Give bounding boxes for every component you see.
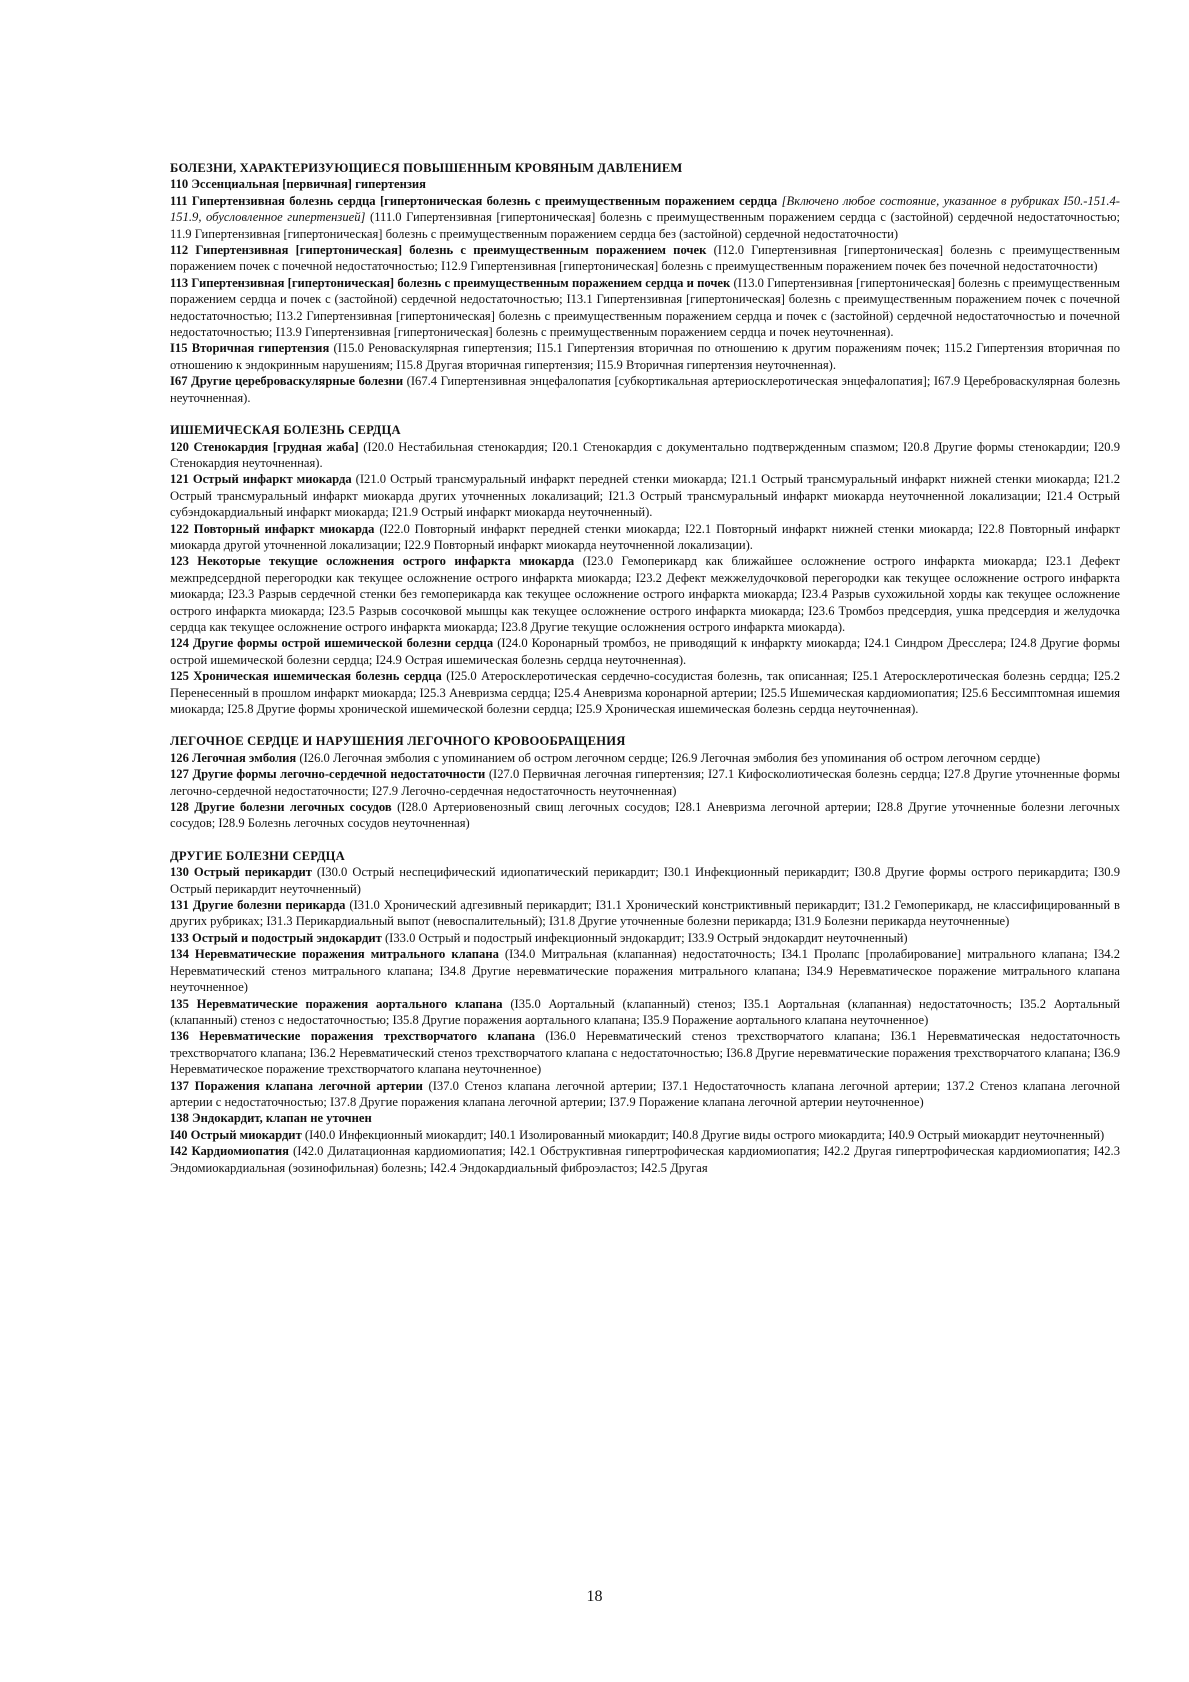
entry-lead: I42 Кардиомиопатия: [170, 1144, 289, 1159]
entry-lead: 112 Гипертензивная [гипертоническая] болезнь с преимущественным поражением почек: [170, 243, 707, 258]
entry-text: (I15.0 Реноваскулярная гипертензия; I15.1 Гипертензия вторичная по отношению к другим поражениям почек; 115.2 Гипертензия вторичная по отношению к эндокринным нарушениям; I15.8 Другая вторичная гипертензия; I15.9 Вторичная гипертензия неуточненная).: [170, 341, 1121, 372]
entry-120: [170, 439, 1120, 472]
entry-lead: 122 Повторный инфаркт миокарда: [170, 521, 375, 536]
entry-i15: [170, 340, 1120, 373]
entry-123: [170, 553, 1120, 635]
entry-lead: 127 Другие формы легочно-сердечной недостаточности: [170, 767, 486, 782]
entry-text: (I27.0 Первичная легочная гипертензия; I27.1 Кифосколиотическая болезнь сердца; I27.8 Другие уточненные формы легочно-сердечной недостаточности; I27.9 Легочно-сердечная недостаточность неуточненная): [170, 767, 1121, 798]
entry-128: [170, 799, 1120, 832]
entry-lead: I67 Другие цереброваскулярные болезни: [170, 374, 404, 389]
entry-text: (I31.0 Хронический адгезивный перикардит; I31.1 Хронический констриктивный перикардит; I31.2 Гемоперикард, не классифицированный в других рубриках; I31.3 Перикардиальный выпот (невоспалительный); I31.8 Другие уточненные болезни перикарда; I31.9 Болезни перикарда неуточненные): [170, 898, 1120, 929]
entry-text: (I36.0 Неревматический стеноз трехстворчатого клапана; I36.1 Неревматическая недостаточность трехстворчатого клапана; I36.2 Неревматический стеноз трехстворчатого клапана с недостаточностью; I36.8 Другие неревматические поражения трехстворчатого клапана; I36.9 Неревматическое поражение трехстворчатого клапана неуточненное): [170, 1029, 1120, 1077]
section-pulmonary: [170, 733, 1120, 831]
entry-125: [170, 668, 1120, 717]
entry-121: [170, 471, 1120, 520]
entry-lead: I15 Вторичная гипертензия: [170, 341, 330, 356]
entry-138: [170, 1110, 1120, 1126]
entry-text: (I21.0 Острый трансмуральный инфаркт передней стенки миокарда; I21.1 Острый трансмуральный инфаркт нижней стенки миокарда; I21.2 Острый трансмуральный инфаркт миокарда других уточненных локализаций; I21.3 Острый трансмуральный инфаркт миокарда неуточненной локализации; I21.4 Острый субэндокардиальный инфаркт миокарда; I21.9 Острый инфаркт миокарда неуточненный).: [170, 472, 1120, 520]
entry-136: [170, 1028, 1120, 1077]
entry-lead: 131 Другие болезни перикарда: [170, 898, 346, 913]
entry-lead: 120 Стенокардия [грудная жаба]: [170, 439, 359, 454]
entry-lead: 128 Другие болезни легочных сосудов: [170, 800, 392, 815]
entry-127: [170, 766, 1120, 799]
entry-text: (I26.0 Легочная эмболия с упоминанием об остром легочном сердце; I26.9 Легочная эмболия без упоминания об остром легочном сердце): [296, 750, 1041, 765]
entry-111: [170, 193, 1120, 242]
entry-lead: 126 Легочная эмболия: [170, 750, 297, 765]
entry-131: [170, 897, 1120, 930]
entry-lead: 136 Неревматические поражения трехстворчатого клапана: [170, 1029, 536, 1044]
entry-i67: [170, 373, 1120, 406]
entry-lead: 110 Эссенциальная [первичная] гипертензия: [170, 177, 426, 192]
entry-lead: 130 Острый перикардит: [170, 865, 312, 880]
entry-text: (I30.0 Острый неспецифический идиопатический перикардит; I30.1 Инфекционный перикардит; I30.8 Другие формы острого перикардита; I30.9 Острый перикардит неуточненный): [170, 865, 1120, 896]
document-body: [170, 160, 1120, 1192]
entry-text: (I67.4 Гипертензивная энцефалопатия [субкортикальная артериосклеротическая энцефалопатия]; I67.9 Цереброваскулярная болезнь неуточненная).: [170, 374, 1120, 405]
entry-135: [170, 996, 1120, 1029]
entry-130: [170, 864, 1120, 897]
entry-126: [170, 750, 1120, 766]
entry-text: (I12.0 Гипертензивная [гипертоническая] болезнь с преимущественным поражением почек с почечной недостаточностью; I12.9 Гипертензивная [гипертоническая] болезнь с преимущественным поражением почек без почечной недостаточности): [170, 243, 1121, 274]
page-number: 18: [586, 1588, 603, 1605]
entry-133: [170, 930, 1120, 946]
entry-text: (I42.0 Дилатационная кардиомиопатия; I42.1 Обструктивная гипертрофическая кардиомиопатия; I42.2 Другая гипертрофическая кардиомиопатия; I42.3 Эндомиокардиальная (эозинофильная) болезнь; I42.4 Эндокардиальный фиброэластоз; I42.5 Другая: [170, 1144, 1120, 1175]
section-other-heart: [170, 848, 1120, 1176]
entry-text: (I13.0 Гипертензивная [гипертоническая] болезнь с преимущественным поражением сердца и почек с (застойной) сердечной недостаточностью; I13.1 Гипертензивная [гипертоническая] болезнь с преимущественным поражением почек с почечной недостаточностью; I13.2 Гипертензивная [гипертоническая] болезнь с преимущественным поражением сердца и почек с (застойной) сердечной недостаточностью и почечной недостаточностью; I13.9 Гипертензивная [гипертоническая] болезнь с преимущественным поражением сердца и почек неуточненная).: [170, 275, 1121, 340]
entry-text: (I20.0 Нестабильная стенокардия; I20.1 Стенокардия с документально подтвержденным спазмом; I20.8 Другие формы стенокардии; I20.9 Стенокардия неуточненная).: [170, 439, 1120, 470]
section-title: ДРУГИЕ БОЛЕЗНИ СЕРДЦА: [170, 848, 345, 863]
entry-text: (I25.0 Атеросклеротическая сердечно-сосудистая болезнь, так описанная; I25.1 Атеросклеротическая болезнь сердца; I25.2 Перенесенный в прошлом инфаркт миокарда; I25.3 Аневризма сердца; I25.4 Аневризма коронарной артерии; I25.5 Ишемическая кардиомиопатия; I25.6 Бессимптомная ишемия миокарда; I25.8 Другие формы хронической ишемической болезни сердца; I25.9 Хроническая ишемическая болезнь сердца неуточненная).: [170, 669, 1121, 716]
entry-text: (I34.0 Митральная (клапанная) недостаточность; I34.1 Пролапс [пролабирование] митрального клапана; I34.2 Неревматический стеноз митрального клапана; I34.8 Другие неревматические поражения митрального клапана; I34.9 Неревматическое поражение митрального клапана неуточненное): [170, 947, 1120, 995]
entry-lead: 135 Неревматические поражения аортального клапана: [170, 996, 503, 1011]
entry-124: [170, 635, 1120, 668]
entry-note: [Включено любое состояние, указанное в рубриках I50.-151.4-151.9, обусловленное гипертензией]: [170, 193, 1120, 225]
section-title: ИШЕМИЧЕСКАЯ БОЛЕЗНЬ СЕРДЦА: [170, 423, 401, 438]
entry-lead: 137 Поражения клапана легочной артерии: [170, 1078, 423, 1093]
entry-lead: 121 Острый инфаркт миокарда: [170, 472, 352, 487]
entry-113: [170, 275, 1120, 341]
entry-text: (I24.0 Коронарный тромбоз, не приводящий к инфаркту миокарда; I24.1 Синдром Дресслера; I24.8 Другие формы острой ишемической болезни сердца; I24.9 Острая ишемическая болезнь сердца неуточненная).: [170, 636, 1121, 667]
section-title: БОЛЕЗНИ, ХАРАКТЕРИЗУЮЩИЕСЯ ПОВЫШЕННЫМ КРОВЯНЫМ ДАВЛЕНИЕМ: [170, 161, 683, 175]
entry-112: [170, 242, 1120, 275]
entry-lead: 113 Гипертензивная [гипертоническая] болезнь с преимущественным поражением сердца и почек: [170, 275, 731, 290]
entry-lead: 138 Эндокардит, клапан не уточнен: [170, 1111, 372, 1126]
entry-137: [170, 1078, 1120, 1111]
entry-lead: 124 Другие формы острой ишемической болезни сердца: [170, 636, 494, 651]
entry-122: [170, 521, 1120, 554]
section-title: ЛЕГОЧНОЕ СЕРДЦЕ И НАРУШЕНИЯ ЛЕГОЧНОГО КРОВООБРАЩЕНИЯ: [170, 734, 626, 749]
entry-i42: [170, 1143, 1120, 1176]
entry-text: (111.0 Гипертензивная [гипертоническая] болезнь с преимущественным поражением сердца с (застойной) сердечной недостаточностью; 11.9 Гипертензивная [гипертоническая] болезнь с преимущественным поражением сердца без (застойной) сердечной недостаточности): [170, 210, 1120, 241]
entry-134: [170, 946, 1120, 995]
entry-i40: [170, 1127, 1120, 1143]
entry-lead: 125 Хроническая ишемическая болезнь сердца: [170, 669, 442, 684]
entry-text: (I22.0 Повторный инфаркт передней стенки миокарда; I22.1 Повторный инфаркт нижней стенки миокарда; I22.8 Повторный инфаркт миокарда другой уточненной локализации; I22.9 Повторный инфаркт миокарда неуточненной локализации).: [170, 521, 1120, 552]
entry-lead: 133 Острый и подострый эндокардит: [170, 930, 382, 945]
entry-lead: 111 Гипертензивная болезнь сердца [гипертоническая болезнь с преимущественным поражением сердца: [170, 193, 778, 208]
section-ischemic: [170, 422, 1120, 717]
entry-110: [170, 176, 1120, 192]
entry-text: (I23.0 Гемоперикард как ближайшее осложнение острого инфаркта миокарда; I23.1 Дефект межпредсердной перегородки как текущее осложнение острого инфаркта миокарда; I23.2 Дефект межжелудочковой перегородки как текущее осложнение острого инфаркта миокарда; I23.3 Разрыв сердечной стенки без гемоперикарда как текущее осложнение острого инфаркта миокарда; I23.4 Разрыв сухожильной хорды как текущее осложнение острого инфаркта миокарда; I23.5 Разрыв сосочковой мышцы как текущее осложнение острого инфаркта миокарда; I23.6 Тромбоз предсердия, ушка предсердия и желудочка сердца как текущее осложнение острого инфаркта миокарда; I23.8 Другие текущие осложнения острого инфаркта миокарда).: [170, 554, 1120, 634]
section-hypertension: [170, 160, 1120, 406]
entry-text: (I40.0 Инфекционный миокардит; I40.1 Изолированный миокардит; I40.8 Другие виды острого миокардита; I40.9 Острый миокардит неуточненный): [301, 1127, 1105, 1142]
entry-lead: 134 Неревматические поражения митрального клапана: [170, 947, 499, 962]
entry-text: (I35.0 Аортальный (клапанный) стеноз; I35.1 Аортальная (клапанная) недостаточность; I35.2 Аортальный (клапанный) стеноз с недостаточностью; I35.8 Другие поражения аортального клапана; I35.9 Поражение аортального клапана неуточненное): [170, 996, 1120, 1027]
entry-lead: 123 Некоторые текущие осложнения острого инфаркта миокарда: [170, 554, 575, 569]
entry-text: (I33.0 Острый и подострый инфекционный эндокардит; I33.9 Острый эндокардит неуточненный): [381, 930, 908, 945]
entry-text: (I28.0 Артериовенозный свищ легочных сосудов; I28.1 Аневризма легочной артерии; I28.8 Другие уточненные болезни легочных сосудов; I28.9 Болезнь легочных сосудов неуточненная): [170, 800, 1121, 831]
entry-lead: I40 Острый миокардит: [170, 1127, 302, 1142]
entry-text: (I37.0 Стеноз клапана легочной артерии; I37.1 Недостаточность клапана легочной артерии; 137.2 Стеноз клапана легочной артерии с недостаточностью; I37.8 Другие поражения клапана легочной артерии; I37.9 Поражение клапана легочной артерии неуточненное): [170, 1078, 1120, 1109]
